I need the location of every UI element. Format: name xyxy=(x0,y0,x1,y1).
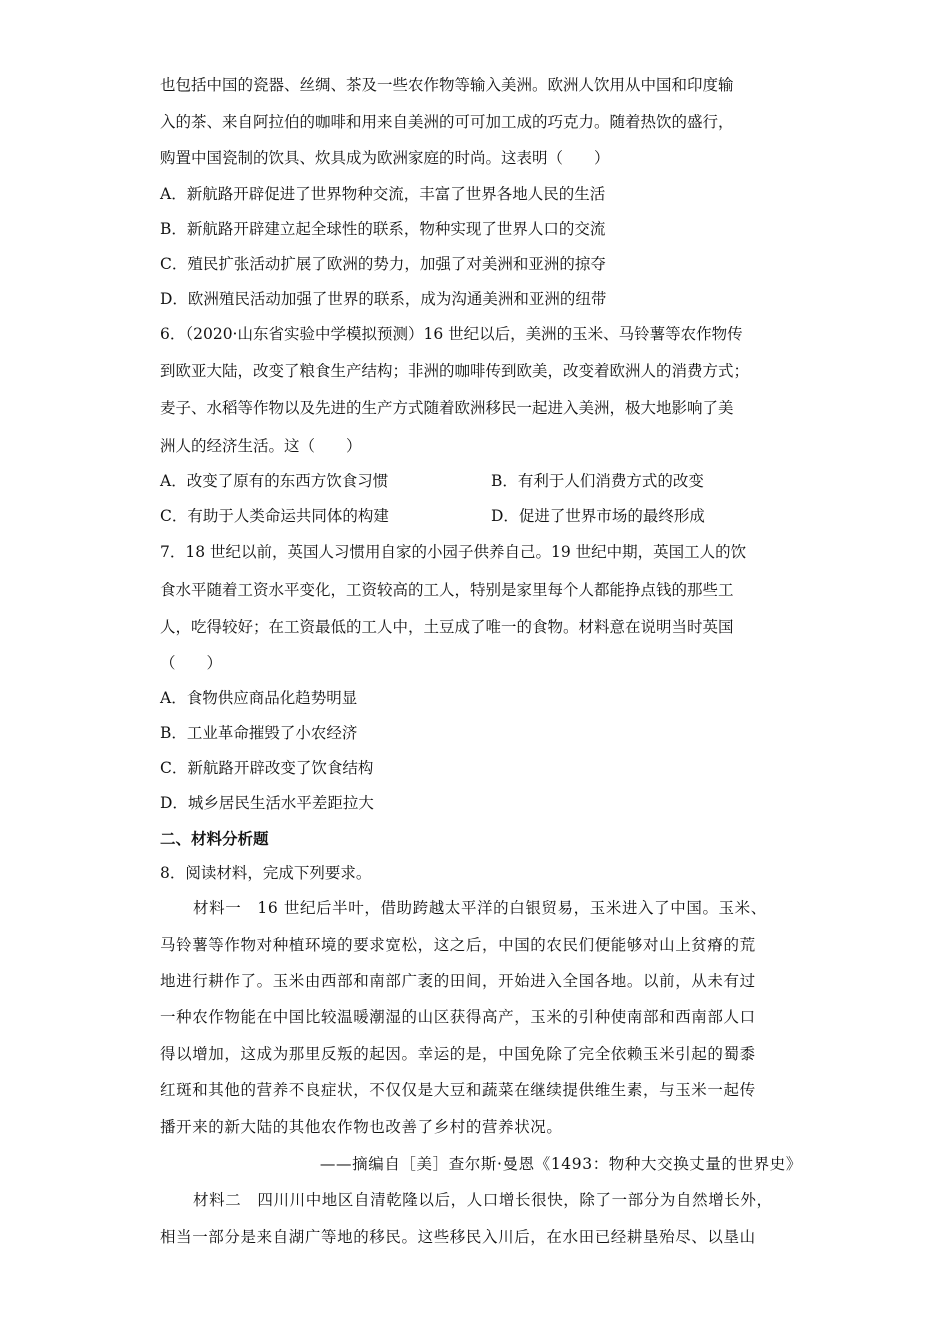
q7-option-d: D．城乡居民生活水平差距拉大 xyxy=(160,794,374,812)
q7-option-c: C．新航路开辟改变了饮食结构 xyxy=(160,759,374,777)
q5-text-line: 也包括中国的瓷器、丝绸、茶及一些农作物等输入美洲。欧洲人饮用从中国和印度输 xyxy=(160,76,734,94)
q7-text-line: 7．18 世纪以前，英国人习惯用自家的小园子供养自己。19 世纪中期，英国工人的饮 xyxy=(160,543,747,561)
q8-material1-line: 马铃薯等作物对种植环境的要求宽松，这之后，中国的农民们便能够对山上贫瘠的荒 xyxy=(160,936,756,954)
q8-material1-line: 播开来的新大陆的其他农作物也改善了乡村的营养状况。 xyxy=(160,1118,563,1136)
q6-text-line: 洲人的经济生活。这（ ） xyxy=(160,437,362,455)
q8-material1-line: 红斑和其他的营养不良症状，不仅仅是大豆和蔬菜在继续提供维生素，与玉米一起传 xyxy=(160,1081,756,1099)
section-heading: 二、材料分析题 xyxy=(160,830,269,848)
q7-option-b: B．工业革命摧毁了小农经济 xyxy=(160,724,358,742)
q5-text-line: 入的茶、来自阿拉伯的咖啡和用来自美洲的可可加工成的巧克力。随着热饮的盛行， xyxy=(160,113,734,131)
q8-material1-source: ——摘编自［美］查尔斯·曼恩《1493：物种大交换丈量的世界史》 xyxy=(319,1155,802,1173)
q5-option-c: C．殖民扩张活动扩展了欧洲的势力，加强了对美洲和亚洲的掠夺 xyxy=(160,255,606,273)
q6-text-line: 到欧亚大陆，改变了粮食生产结构；非洲的咖啡传到欧美，改变着欧洲人的消费方式； xyxy=(160,362,750,380)
q5-option-a: A．新航路开辟促进了世界物种交流，丰富了世界各地人民的生活 xyxy=(160,185,606,203)
q8-material1-line: 一种农作物能在中国比较温暖潮湿的山区获得高产，玉米的引种使南部和西南部人口 xyxy=(160,1008,756,1026)
q5-text-line: 购置中国瓷制的饮具、炊具成为欧洲家庭的时尚。这表明（ ） xyxy=(160,149,610,167)
q7-text-line: （ ） xyxy=(160,654,223,672)
q7-text-line: 人，吃得较好；在工资最低的工人中，土豆成了唯一的食物。材料意在说明当时英国 xyxy=(160,618,734,636)
q8-material1-line: 地进行耕作了。玉米由西部和南部广袤的田间，开始进入全国各地。以前，从未有过 xyxy=(160,972,756,990)
q6-option-a: A．改变了原有的东西方饮食习惯 xyxy=(160,472,389,490)
q8-material1-line: 材料一 16 世纪后半叶，借助跨越太平洋的白银贸易，玉米进入了中国。玉米、 xyxy=(193,899,767,917)
q6-option-d: D．促进了世界市场的最终形成 xyxy=(491,507,705,525)
q7-option-a: A．食物供应商品化趋势明显 xyxy=(160,689,358,707)
q5-option-b: B．新航路开辟建立起全球性的联系，物种实现了世界人口的交流 xyxy=(160,220,606,238)
q7-text-line: 食水平随着工资水平变化，工资较高的工人，特别是家里每个人都能挣点钱的那些工 xyxy=(160,581,734,599)
q5-option-d: D．欧洲殖民活动加强了世界的联系，成为沟通美洲和亚洲的纽带 xyxy=(160,290,607,308)
q6-option-b: B．有利于人们消费方式的改变 xyxy=(491,472,704,490)
q6-option-c: C．有助于人类命运共同体的构建 xyxy=(160,507,389,525)
q8-material1-line: 得以增加，这成为那里反叛的起因。幸运的是，中国免除了完全依赖玉米引起的蜀黍 xyxy=(160,1045,756,1063)
q6-text-line: 麦子、水稻等作物以及先进的生产方式随着欧洲移民一起进入美洲，极大地影响了美 xyxy=(160,399,734,417)
q6-text-line: 6．（2020·山东省实验中学模拟预测）16 世纪以后，美洲的玉米、马铃薯等农作物传 xyxy=(160,325,743,343)
q8-material2-line: 相当一部分是来自湖广等地的移民。这些移民入川后，在水田已经耕垦殆尽、以垦山 xyxy=(160,1228,756,1246)
q8-prompt: 8．阅读材料，完成下列要求。 xyxy=(160,864,372,882)
q8-material2-line: 材料二 四川川中地区自清乾隆以后，人口增长很快，除了一部分为自然增长外， xyxy=(193,1191,773,1209)
